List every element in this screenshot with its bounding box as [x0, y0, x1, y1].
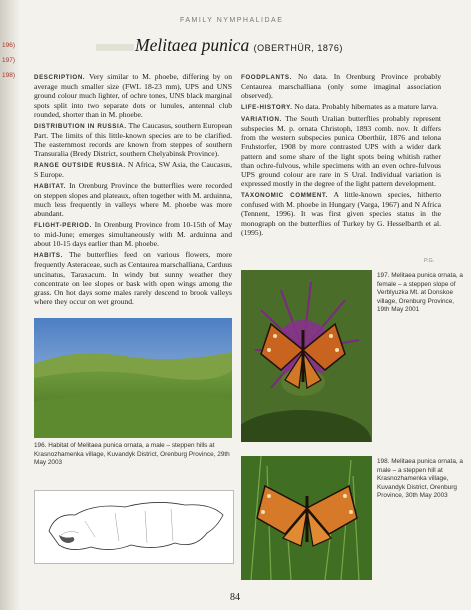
range-map — [34, 490, 234, 564]
section-flight-period: FLIGHT-PERIOD. In Orenburg Province from 10-15th of May to mid-June; emerges simultaneously with M. arduinna and about 10-15 days earlier than M. phoebe. — [34, 220, 232, 249]
caption-197: 197. Melitaea punica ornata, a female – a steppen slope of Verblyuzka Mt. at Donskoe village, Orenburg Province, 19th May 2001 — [377, 272, 463, 313]
butterfly-on-grass-image — [241, 456, 372, 580]
section-description: DESCRIPTION. Very similar to M. phoebe, differing by on average much smaller size (FWL 18-23 mm), UPS and UNS ground colour much lighter, of ochre tones, UNS black marginal spots split into two separate dots or lunules, antennal club rounded, shorter than in M. phoebe. — [34, 72, 233, 119]
caption-196: 196. Habitat of Melitaea punica ornata, a male – steppen hills at Krasnozhamenka village, Kuvandyk District, Orenburg Province, 29th May 2003 — [34, 442, 230, 466]
side-number: 196) — [2, 42, 16, 49]
right-text-column — [241, 72, 441, 238]
species-author: (OBERTHÜR, 1876) — [253, 43, 343, 53]
species-name: Melitaea punica — [135, 35, 250, 55]
caption-198: 198. Melitaea punica ornata, a male – a steppen hill at Krasnozhamenka village, Kuvandyk District, Orenburg Province, 30th May 2003 — [377, 458, 463, 499]
side-number: 198) — [2, 72, 16, 79]
page-gutter-shadow — [0, 0, 20, 610]
running-header: FAMILY NYMPHALIDAE — [180, 17, 284, 24]
section-habitat: HABITAT. In Orenburg Province the butterflies were recorded on steppen slopes and plateaux, often together with M. arduinna, much less frequently in valleys where M. phoebe was more abundant. — [34, 180, 232, 219]
butterfly-photo-female — [241, 270, 372, 442]
russia-outline-map — [35, 491, 233, 563]
side-number: 197) — [2, 57, 16, 64]
section-range: RANGE OUTSIDE RUSSIA. N Africa, SW Asia, the Caucasus, S Europe. — [34, 159, 232, 180]
butterfly-photo-male — [241, 456, 372, 580]
section-foodplants: FOODPLANTS. No data. In Orenburg Province probably Centaurea marschalliana (only some imaginal association observed). — [241, 72, 442, 101]
section-taxonomic-comment: TAXONOMIC COMMENT. A little-known species, hitherto confused with M. phoebe in Hungary (Varga, 1967) and N Africa (Tennent, 1996). It was first given species status in the monograph on the butterflies of Turkey by G. Hesselbarth et al. (1995). — [241, 189, 441, 237]
section-distribution: DISTRIBUTION IN RUSSIA. The Caucasus, southern European Part. The limits of this little-known species are to be clarified. The easternmost records are known from steppes of southern Transuralia (Bredy District, southern Chelyabinsk Province). — [34, 120, 232, 159]
section-habits: HABITS. The butterflies feed on various flowers, more frequently Asteraceae, such as Centaurea marschalliana, Carduus uncinatus, Taraxacum. In windy but sunny weather they concentrate on lee slopes or bask with open wings among the grass. On hot days some males rarely descend to brook valleys where they occur on wet ground. — [34, 250, 232, 307]
section-life-history: LIFE-HISTORY. No data. Probably hibernates as a mature larva. — [241, 102, 438, 112]
habitat-photo — [34, 318, 232, 438]
page-number: 84 — [230, 592, 240, 603]
butterfly-on-flower-image — [241, 270, 372, 442]
side-figure-numbers — [2, 38, 16, 83]
section-variation: VARIATION. The South Uralian butterflies probably represent subspecies M. p. ornata Christoph, 1893 comb. nov. It differs from the western subspecies punica Oberthür, 1876 and telona Fruhstorfer, 1908 by more contrasted UPS with a wider dark pattern and some share of the light spots being whitish rather than ochre-fulvous, while specimens with an even ochre-fulvous UPS ground colour are rare in S Ural. Individual variation is expressed mostly in the degree of the light pattern development. — [241, 113, 442, 189]
species-title — [135, 35, 343, 56]
habitat-landscape-image — [34, 318, 232, 438]
left-text-column — [34, 72, 232, 308]
author-initials: P.G. — [424, 258, 435, 264]
title-ornament — [96, 44, 134, 51]
